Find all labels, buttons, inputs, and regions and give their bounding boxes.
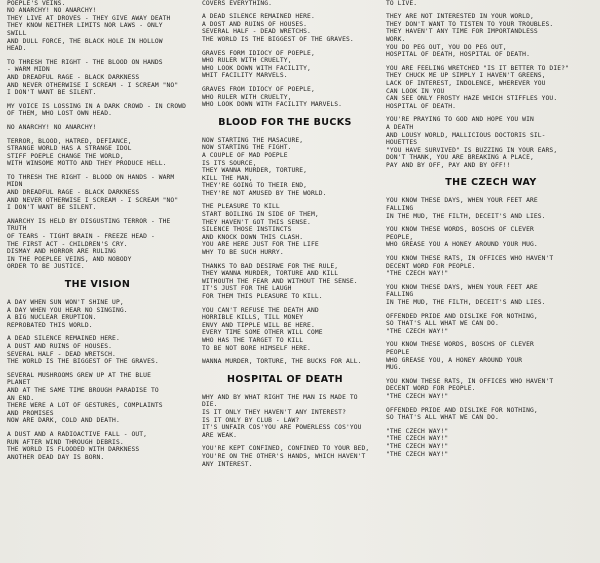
lyric-line: "THE CZECH WAY!" — [386, 392, 449, 400]
lyric-stanza — [202, 86, 368, 109]
lyric-line: CAN SEE ONLY FROSTY HAZE WHICH STIFFLES YOU. — [386, 95, 558, 103]
lyric-line: COVERS EVERYTHING. — [202, 0, 273, 7]
lyric-line: YOU KNOW THESE DAYS, WHEN YOUR FEET ARE — [386, 283, 538, 291]
lyric-stanza — [7, 124, 188, 132]
lyric-line: PEOPLE, — [386, 233, 414, 241]
lyric-stanza — [202, 307, 368, 353]
lyric-line: MUG. — [386, 364, 402, 372]
lyric-line: SO THAT'S ALL WHAT WE CAN DO. — [386, 320, 499, 328]
lyric-line: THEY WANNA MURDER, TORTURE, — [202, 167, 308, 175]
lyric-line: STIFF POEPLE CHANGE THE WORLD, — [7, 152, 124, 160]
lyric-line: AND KNOCK DOWN THIS CLASH. — [202, 233, 304, 241]
lyric-stanza — [202, 13, 368, 43]
lyric-line: NOW STARTING THE MASACURE, — [202, 136, 304, 144]
lyric-line: A DEAD SILENCE REMAINED HERE. — [202, 13, 315, 21]
lyric-line: IS IT ONLY BY CLUB - LAW? — [202, 416, 300, 424]
lyric-line: "THE CZECH WAY!" — [386, 450, 449, 458]
lyric-line: THEY CHUCK ME UP SIMPLY I HAVEN'T GREENS, — [386, 72, 546, 80]
lyric-stanza — [386, 255, 596, 278]
lyric-line: THEY LIVE AT DROVES - THEY GIVE AWAY DEATH — [7, 14, 171, 22]
lyric-line: ENVY AND TIPPLE WILL BE HERE. — [202, 321, 315, 329]
lyric-line: NO ANARCHY! NO ANARCHY! — [7, 123, 97, 131]
lyric-line: OFFENDED PRIDE AND DISLIKE FOR NOTHING, — [386, 312, 538, 320]
lyric-stanza — [386, 313, 596, 336]
lyric-line: DON'T THANK, YOU ARE BREAKING A PLACE, — [386, 154, 534, 162]
lyric-stanza — [386, 0, 596, 7]
lyric-line: WITHOUTH THE FEAR AND WITHOUT THE SENSE. — [202, 277, 358, 285]
lyric-line: THEY DON'T WANT TO TISTEN TO YOUR TROUBLES. — [386, 20, 554, 28]
lyric-line: "YOU HAVE SURVIVED" IS BUZZING IN YOUR EARS, — [386, 146, 558, 154]
lyric-line: DECENT WORD FOR PEOPLE. — [386, 385, 476, 393]
lyric-stanza — [386, 284, 596, 307]
lyric-line: AND AT THE SAME TIME BROUGH PARADISE TO — [7, 386, 159, 394]
lyric-stanza — [386, 428, 596, 458]
lyric-stanza — [202, 203, 368, 256]
lyric-line: SEVERAL MUSHROOMS GREW UP AT THE BLUE — [7, 371, 151, 379]
lyric-line: SWILL — [7, 29, 27, 37]
lyric-line: WHO HAS THE TARGET TO KILL — [202, 336, 304, 344]
lyric-line: WHO LOOK DOWN WITH FACILITY, — [202, 64, 311, 72]
lyric-line: WORK. — [386, 35, 406, 43]
lyric-line: OF THEM, WHO LOST OWN HEAD. — [7, 110, 113, 118]
lyric-line: YOU KNOW THESE RATS, IN OFFICES WHO HAVEN'T — [386, 377, 554, 385]
lyric-stanza — [202, 445, 368, 468]
lyric-line: YOU KNOW THESE DAYS, WHEN YOUR FEET ARE — [386, 197, 538, 205]
lyric-line: IN THE MUD, THE FILTH, DECEIT'S AND LIES. — [386, 212, 546, 220]
lyric-line: THEY HAVEN'T ANY TIME FOR IMPORTANDLESS — [386, 28, 538, 36]
lyric-line: HORRIBLE KILLS, TILL MONEY — [202, 314, 304, 322]
lyric-line: A DOST AND RUINS OF HOUSES. — [202, 20, 308, 28]
lyric-line: "THE CZECH WAY!" — [386, 435, 449, 443]
lyric-line: THE WORLD IS THE BIGGEST OF THE GRAVES. — [7, 358, 159, 366]
lyrics-column-1 — [0, 0, 192, 555]
lyric-stanza — [202, 137, 368, 198]
lyric-line: YOU KNOW THESE RATS, IN OFFICES WHO HAVEN'T — [386, 255, 554, 263]
lyric-line: WITH WINSOME MOTTO AND THEY PRODUCE HELL. — [7, 160, 167, 168]
lyric-line: A DEAD SILENCE REMAINED HERE. — [7, 335, 120, 343]
lyric-line: START BOILING IN SIDE OF THEM, — [202, 211, 319, 219]
lyric-line: THE WORLD IS THE BIGGEST OF THE GRAVES. — [202, 35, 354, 43]
lyric-line: TO BE NOT BORE HIMSELF HERE. — [202, 344, 311, 352]
lyric-line: GRAVES FROM IDIOCY OF POEPLE, — [202, 85, 315, 93]
lyric-line: AND PROMISES — [7, 409, 54, 417]
lyric-stanza — [202, 263, 368, 301]
song-title: THE VISION — [64, 279, 131, 290]
lyric-line: THEY HAVEN'T GOT THIS SENSE. — [202, 218, 311, 226]
lyric-stanza — [386, 378, 596, 401]
lyric-line: FOR THEM THIS PLEASURE TO KILL. — [202, 293, 323, 300]
lyric-line: SILENCE THOSE INSTINCTS — [202, 226, 292, 234]
lyric-line: OFFENDED PRIDE AND DISLIKE FOR NOTHING, — [386, 406, 538, 414]
lyric-line: SEVERAL HALF - DEAD WRETCHS. — [202, 28, 311, 36]
lyric-line: IT'S UNFAIR COS'YOU ARE POWERLESS COS'YOU — [202, 424, 362, 432]
lyric-line: HOSPITAL OF DEATH, HOSPITAL OF DEATH. — [386, 51, 530, 59]
lyric-line: HEAD. — [7, 45, 27, 53]
lyric-line: TO LIVE. — [386, 0, 418, 7]
lyric-stanza — [7, 335, 188, 365]
lyric-line: IS IT ONLY THEY HAVEN'T ANY INTEREST? — [202, 408, 346, 416]
lyric-line: GRAVES FORM IDIOCY OF POEPLE, — [202, 49, 315, 57]
lyric-line: WHY AND BY WHAT RIGHT THE MAN IS MADE TO — [202, 393, 358, 401]
lyric-stanza — [7, 103, 188, 118]
lyric-line: HOUETTES — [386, 139, 418, 147]
lyrics-column-3 — [386, 0, 600, 555]
lyric-line: "THE CZECH WAY!" — [386, 442, 449, 450]
lyric-stanza — [202, 50, 368, 80]
lyric-line: CAN LOOK IN YOU — [386, 87, 445, 95]
lyric-line: MIDN — [7, 181, 23, 189]
lyric-line: MY VOICE IS LOSSING IN A DARK CROWD - IN CROWD — [7, 102, 186, 110]
lyric-line: STRANGE WORLD HAS A STRANGE IDOL — [7, 145, 132, 153]
lyric-line: THEY WANNA MURDER, TORTURE AND KILL — [202, 270, 339, 278]
lyric-line: REPROBATED THIS WORLD. — [7, 321, 93, 329]
lyric-line: YOU ARE FEELING WRETCHED "IS IT BETTER TO DIE?" — [386, 64, 569, 72]
lyric-line: NOW ARE DARK, COLD AND DEATH. — [7, 417, 120, 425]
lyric-stanza — [202, 0, 368, 7]
lyric-line: - WARM MIDN — [7, 66, 50, 74]
lyric-line: "THE CZECH WAY!" — [386, 270, 449, 278]
lyric-line: A BIG NUCLEAR ERUPTION. — [7, 314, 97, 322]
lyric-line: YOU KNOW THESE WORDS, BOSCHS OF CLEVER — [386, 341, 534, 349]
lyric-line: "THE CZECH WAY!" — [386, 427, 449, 435]
lyric-line: KILL THE MAN, — [202, 174, 253, 182]
lyric-line: THE FIRST ACT - CHILDREN'S CRY. — [7, 240, 128, 248]
lyric-stanza — [7, 174, 188, 212]
lyric-line: IN THE MUD, THE FILTH, DECEIT'S AND LIES. — [386, 299, 546, 306]
lyric-stanza — [7, 218, 188, 271]
lyric-line: THERE WERE A LOT OF GESTURES, COMPLAINTS — [7, 402, 163, 410]
lyric-line: WHO RULER WITH CRUELTY, — [202, 93, 292, 101]
lyric-line: YOU DO PEG OUT, YOU DO PEG OUT, — [386, 43, 507, 51]
lyric-line: A DEATH — [386, 123, 414, 131]
song-title: THE CZECH WAY — [445, 177, 537, 189]
lyric-line: THEY'RE NOT AMUSED BY THE WORLD. — [202, 189, 327, 197]
lyric-line: FALLING — [386, 205, 414, 213]
lyric-line: A DAY WHEN YOU HEAR NO SINGING. — [7, 306, 128, 314]
lyric-line: TERROR, BLOOD, HATRED, DEFIANCE, — [7, 137, 132, 145]
lyric-line: NOW STARTING THE FIGHT. — [202, 144, 292, 152]
lyric-line: IN THE POEPLEE VEINS, AND NOBODY — [7, 255, 132, 263]
lyric-stanza — [7, 431, 188, 461]
lyric-stanza — [7, 59, 188, 97]
lyric-line: DECENT WORD FOR PEOPLE. — [386, 262, 476, 270]
lyric-line: OF TEARS - TIGHT BRAIN - FREEZE HEAD - — [7, 233, 155, 241]
lyric-line: A COUPLE OF MAD POEPLE — [202, 151, 288, 159]
lyric-line: PAY AND BY OFF, PAY AND BY OFF!! — [386, 161, 511, 169]
lyric-line: I DON'T WANT BE SILENT. — [7, 89, 97, 97]
lyric-stanza — [386, 407, 596, 422]
lyric-line: THEY'RE GOING TO THEIR END, — [202, 182, 308, 190]
lyric-stanza — [386, 226, 596, 249]
song-title: BLOOD FOR THE BUCKS — [218, 116, 352, 128]
lyric-stanza — [386, 197, 596, 220]
lyric-line: AND LOUSY WORLD, MALLICIOUS DOCTORIS SIL- — [386, 131, 546, 139]
lyric-line: EVERY TIME SOME OTHER WILL COME — [202, 329, 323, 337]
lyric-line: LACK OF INTEREST, INDOLENCE, WHEREVER YOU — [386, 79, 546, 87]
lyric-line: TRUTH — [7, 225, 27, 233]
song-title: HOSPITAL OF DEATH — [227, 373, 343, 385]
lyric-line: A DUST AND RUINS OF HOUSES. — [7, 342, 113, 350]
lyric-stanza — [7, 372, 188, 425]
lyric-line: YOU'RE KEPT CONFINED, CONFINED TO YOUR BED, — [202, 445, 370, 453]
lyric-line: PEOPLE — [386, 348, 410, 356]
lyric-line: NO ANARCHY! NO ANARCHY! — [7, 7, 97, 15]
lyric-line: WHO LOOK DOWN WITH FACILITY MARVELS. — [202, 101, 343, 109]
lyric-line: THE PLEASURE TO KILL — [202, 203, 280, 211]
lyric-line: ANY INTEREST. — [202, 460, 253, 468]
lyric-line: TO THRESH THE RIGHT - THE BLOOD ON HANDS — [7, 58, 163, 66]
lyric-stanza — [7, 0, 188, 53]
lyric-line: TO THRESH THE RIGHT - BLOOD ON HANDS - WARM — [7, 173, 175, 181]
lyric-line: AND DREADFUL RAGE - BLACK DARKNESS — [7, 73, 140, 81]
lyric-line: YOU KNOW THESE WORDS, BOSCHS OF CLEVER — [386, 226, 534, 234]
lyric-line: YOU'RE PRAYING TO GOD AND HOPE YOU WIN — [386, 116, 534, 124]
lyric-line: WHO RULER WITH CRUELTY, — [202, 57, 292, 65]
lyric-line: DISMAY AND HORROR ARE RULING — [7, 248, 116, 256]
lyric-line: YOU ARE HERE JUST FOR THE LIFE — [202, 241, 319, 249]
lyric-line: HOSPITAL OF DEATH. — [386, 102, 457, 110]
lyric-stanza — [386, 13, 596, 59]
lyric-line: THANKS TO BAD DESIRWE FOR THE RULE, — [202, 262, 339, 270]
lyric-line: DIE. — [202, 401, 218, 409]
lyric-line: POEPLE'S VEINS. — [7, 0, 66, 7]
lyric-line: YOU'RE ON THE OTHER'S HANDS, WHICH HAVEN'T — [202, 452, 366, 460]
lyric-stanza — [386, 341, 596, 371]
lyric-line: WHO GREASE YOU, A HONEY AROUND YOUR — [386, 356, 523, 364]
lyric-line: AND NEVER OTHERWISE I SCREAM - I SCREAM "NO" — [7, 196, 179, 204]
lyric-line: ANOTHER DEAD DAY IS BORN. — [7, 453, 105, 461]
lyric-line: A DAY WHEN SUN WON'T SHINE UP, — [7, 299, 124, 306]
lyric-line: WHY TO BE SUCH HURRY. — [202, 249, 284, 257]
lyric-line: IT'S JUST FOR THE LAUGH — [202, 285, 292, 293]
lyric-line: "THE CZECH WAY!" — [386, 327, 449, 335]
lyric-line: A DUST AND A RADIOACTIVE FALL - OUT, — [7, 430, 148, 438]
lyric-line: THEY KNOW NEITHER LIMITS NOR LAWS - ONLY — [7, 22, 163, 30]
lyric-line: YOU CAN'T REFUSE THE DEATH AND — [202, 306, 319, 314]
lyric-line: SO THAT'S ALL WHAT WE CAN DO. — [386, 414, 499, 422]
lyric-line: AND DREADFUL RAGE - BLACK DARKNESS — [7, 189, 140, 197]
lyric-line: ANARCHY IS HELD BY DISGUSTING TERROR - THE — [7, 217, 171, 225]
lyric-stanza — [202, 394, 368, 440]
lyric-line: WHIT FACILITY MARVELS. — [202, 72, 288, 80]
lyric-stanza — [386, 116, 596, 169]
lyric-line: ORDER TO BE JUSTICE. — [7, 263, 85, 271]
lyric-line: RUN AFTER WIND THROUGH DEBRIS. — [7, 438, 124, 446]
lyric-stanza — [7, 138, 188, 168]
lyric-line: AND DULL FORCE, THE BLACK HOLE IN HOLLOW — [7, 37, 163, 45]
lyric-line: AN END. — [7, 394, 35, 402]
lyric-line: I DON'T WANT BE SILENT. — [7, 204, 97, 212]
lyric-line: WHO GREASE YOU A HONEY AROUND YOUR MUG. — [386, 241, 538, 249]
lyric-stanza — [7, 299, 188, 329]
lyric-stanza — [386, 65, 596, 111]
lyrics-column-2 — [200, 0, 370, 555]
lyric-line: THE WORLD IS FLOODED WITH DARKNESS — [7, 446, 140, 454]
lyric-line: FALLING — [386, 291, 414, 299]
lyric-line: ARE WEAK. — [202, 431, 238, 439]
lyric-line: SEVERAL HALF - DEAD WRETSCH. — [7, 350, 116, 358]
lyric-stanza — [202, 358, 368, 366]
lyric-line: AND NEVER OTHERWISE I SCREAM - I SCREAM "NO" — [7, 81, 179, 89]
lyric-line: THEY ARE NOT INTERESTED IN YOUR WORLD, — [386, 13, 534, 21]
lyric-line: WANNA MURDER, TORTURE, THE BUCKS FOR ALL. — [202, 358, 362, 366]
lyric-line: PLANET — [7, 379, 31, 387]
lyric-line: IS ITS SOURCE, — [202, 159, 257, 167]
